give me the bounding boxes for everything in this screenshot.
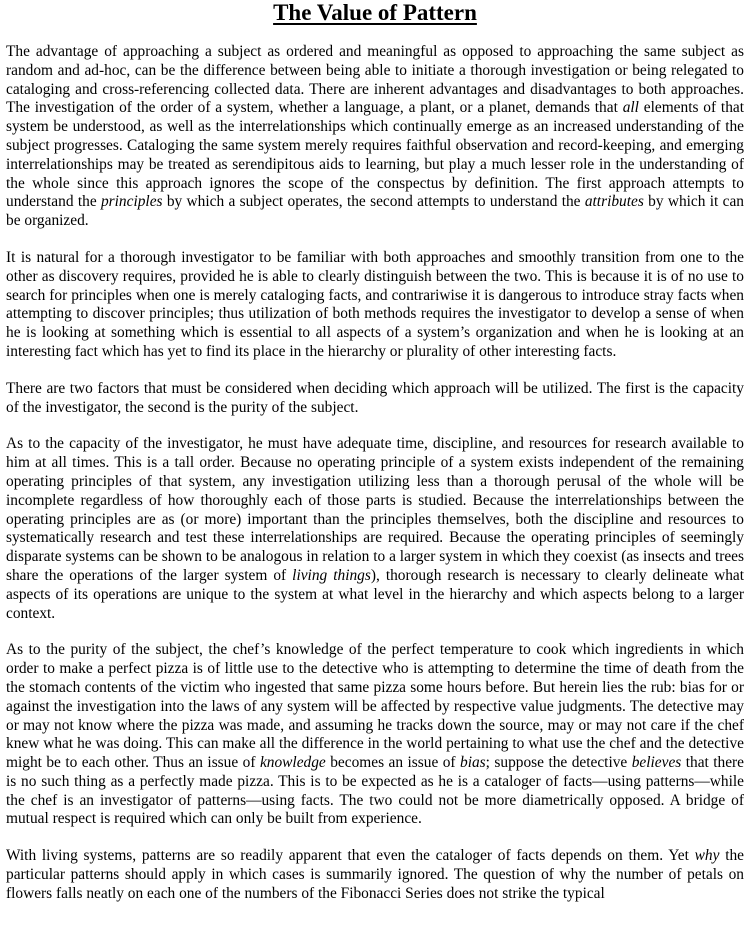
paragraph-5 (6, 641, 744, 829)
paragraph-1 (6, 43, 744, 231)
text-run: The advantage of approaching a subject as ordered and meaningful as opposed to approaching the same subject as random and ad-hoc, can be the difference between being able to initiate a thorough investigation or being relegated to cataloging and cross-referencing collected data. There are inherent advantages and disadvantages to both approaches. The investigation of the order of a system, whether a language, a plant, or a planet, demands that (6, 43, 744, 117)
text-run: As to the purity of the subject, the chef’s knowledge of the perfect temperature to cook which ingredients in which order to make a perfect pizza is of little use to the detective who is attempting to determine the time of death from the the stomach contents of the victim who ingested that same pizza some hours before. But herein lies the rub: bias for or against the investigation into the laws of any system will be affected by respective value judgments. The detective may or may not know where the pizza was made, and assuming he tracks down the source, may or may not care if the chef knew what he was doing. This can make all the difference in the world pertaining to what use the chef and the detective might be to each other. Thus an issue of (6, 641, 744, 772)
text-run: becomes an issue of (325, 754, 461, 772)
italic-text: bias (460, 754, 486, 772)
italic-text: principles (100, 193, 163, 211)
italic-text: living things (292, 566, 371, 584)
text-run: by which it can be organized. (6, 193, 744, 230)
italic-text: knowledge (259, 754, 326, 772)
paragraph-2 (6, 249, 744, 362)
italic-text: believes (631, 754, 682, 772)
paragraph-3 (6, 380, 744, 418)
text-run: elements of that system be understood, as well as the interrelationships which continually emerge as an increased understanding of the subject progresses. Cataloging the same system merely requires faithful observation and record-keeping, and emerging interrelationships may be treated as serendipitous aids to learning, but play a much lesser role in the understanding of the whole since this approach ignores the scope of the conspectus by definition. The first approach attempts to understand the (6, 99, 744, 211)
text-run: by which a subject operates, the second attempts to understand the (162, 193, 585, 211)
text-run: As to the capacity of the investigator, he must have adequate time, discipline, and resources for research available to him at all times. This is a tall order. Because no operating principle of a system exists independent of the remaining operating principles of that system, any investigation utilizing less than a thorough perusal of the whole will be incomplete regardless of how thoroughly each of those parts is studied. Because the interrelationships between the operating principles are as (or more) important than the principles themselves, both the discipline and resources to systematically research and test these interrelationships are required. Because the operating principles of seemingly disparate systems can be shown to be analogous in relation to a larger system in which they coexist (as insects and trees share the operations of the larger system of (6, 435, 744, 584)
text-run: that there is no such thing as a perfectly made pizza. This is to be expected as he is a cataloger of facts—using patterns—while the chef is an investigator of patterns—using facts. The two could not be more diametrically opposed. A bridge of mutual respect is required which can only be built from experience. (6, 754, 745, 828)
text-run: It is natural for a thorough investigator to be familiar with both approaches and smoothly transition from one to the other as discovery requires, provided he is able to clearly distinguish between the two. This is because it is of no use to search for principles when one is merely cataloging facts, and contrariwise it is dangerous to introduce stray facts when attempting to discover principles; thus utilization of both methods requires the investigator to develop a sense of when he is looking at something which is essential to all aspects of a system’s organization and when he is looking at an interesting fact which has yet to find its place in the hierarchy or plurality of other interesting facts. (6, 248, 744, 360)
italic-text: attributes (584, 193, 644, 211)
italic-text: all (622, 99, 639, 117)
paragraph-4 (6, 435, 744, 623)
text-run: ), thorough research is necessary to clearly delineate what aspects of its operations are unique to the system at what level in the hierarchy and which aspects belong to a larger context. (6, 566, 745, 622)
text-run: the particular patterns should apply in which cases is summarily ignored. The question of why the number of petals on flowers falls neatly on each one of the numbers of the Fibonacci Series does not strike the typical (6, 847, 744, 902)
document-body (6, 43, 744, 904)
text-run: ; suppose the detective (485, 754, 632, 772)
text-run: With living systems, patterns are so readily apparent that even the cataloger of facts depends on them. Yet (6, 847, 695, 865)
paragraph-6 (6, 847, 744, 903)
text-run: There are two factors that must be considered when deciding which approach will be utilized. The first is the capacity of the investigator, the second is the purity of the subject. (6, 379, 744, 416)
document-title: The Value of Pattern (273, 0, 477, 25)
italic-text: why (694, 847, 720, 865)
